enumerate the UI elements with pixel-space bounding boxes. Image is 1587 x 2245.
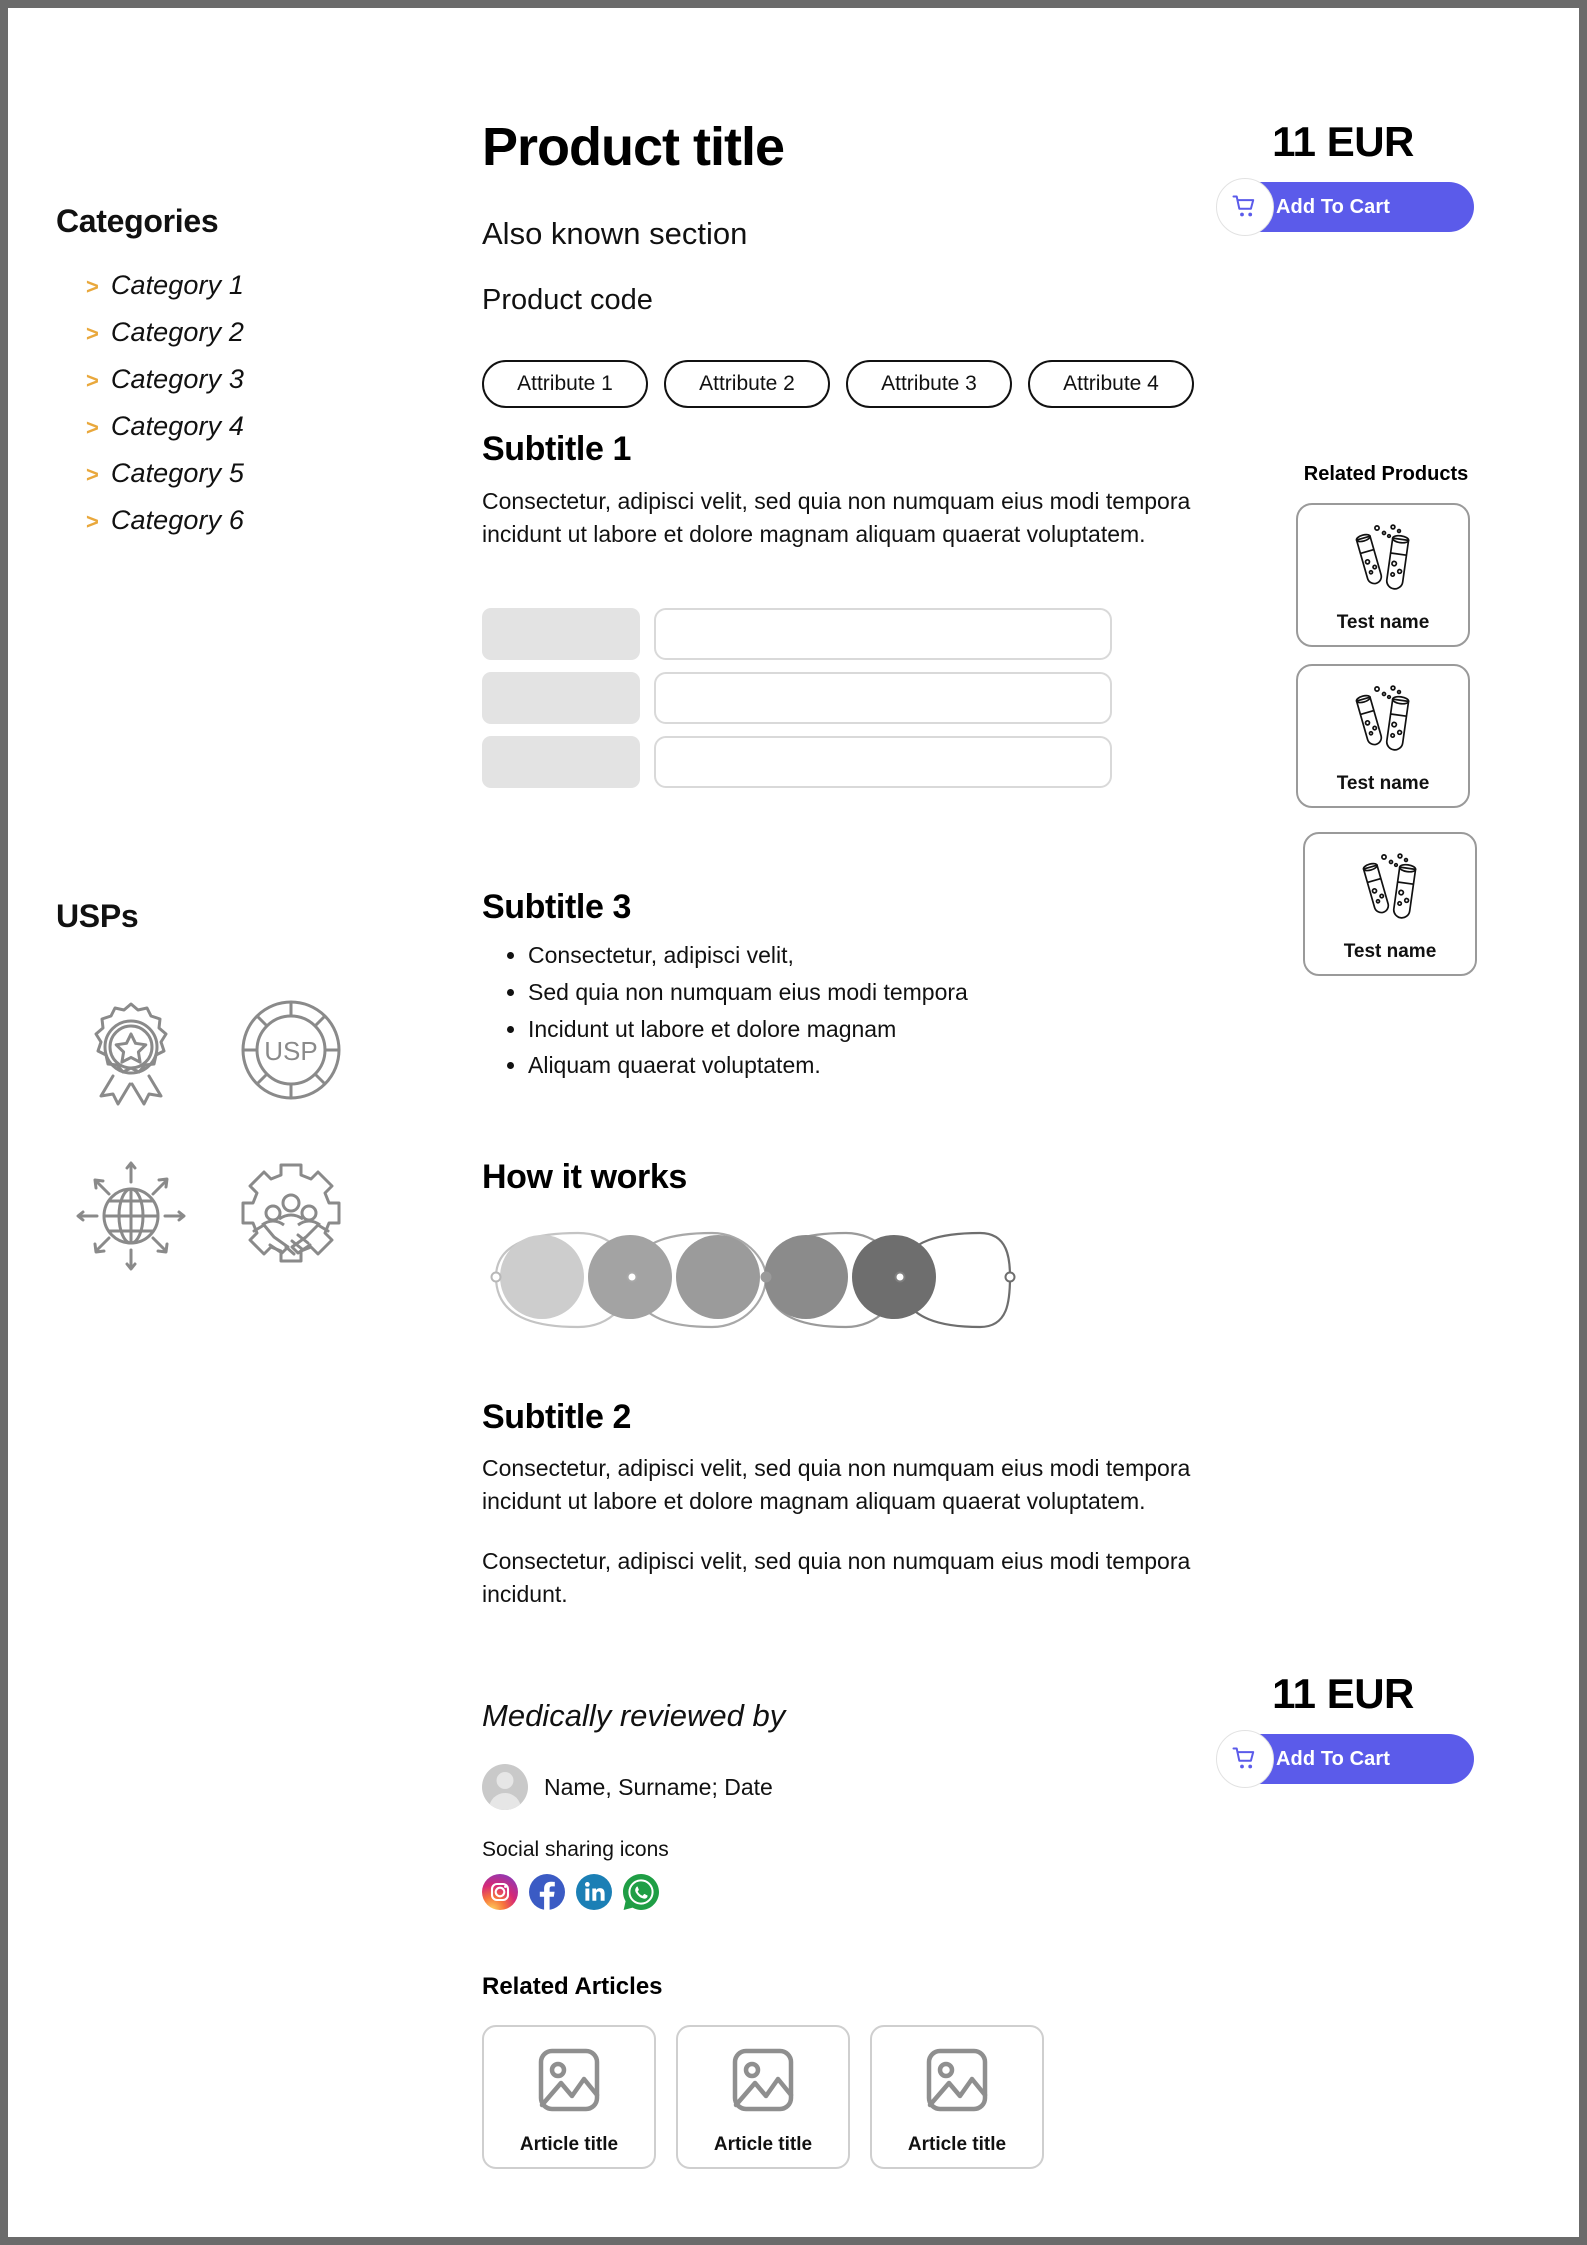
related-product-title: Test name xyxy=(1336,611,1430,633)
form-row xyxy=(482,608,1112,660)
category-label: Category 6 xyxy=(110,505,244,535)
globe-arrows-icon xyxy=(56,1141,206,1291)
category-label: Category 2 xyxy=(110,317,244,347)
add-to-cart-button[interactable] xyxy=(1218,182,1474,232)
add-to-cart-button[interactable] xyxy=(1218,1734,1474,1784)
list-item: • Consectetur, adipisci velit, xyxy=(528,943,968,969)
form-rows xyxy=(482,608,1112,800)
medically-reviewed-section xyxy=(482,1698,785,1810)
product-price: 11 EUR xyxy=(1272,1670,1414,1717)
related-article-title: Article title xyxy=(519,2133,619,2155)
sidebar-item-category-1[interactable] xyxy=(86,270,426,301)
category-label: Category 5 xyxy=(110,458,244,488)
list-item: • Sed quia non numquam eius modi tempora xyxy=(528,980,968,1006)
linkedin-icon[interactable] xyxy=(576,1874,612,1915)
sidebar-item-category-5[interactable] xyxy=(86,458,426,489)
medically-reviewed-heading: Medically reviewed by xyxy=(482,1698,786,1733)
related-article-card-2[interactable] xyxy=(676,2025,850,2169)
test-tubes-icon xyxy=(1347,846,1433,937)
whatsapp-icon[interactable] xyxy=(623,1874,659,1915)
how-it-works-heading: How it works xyxy=(482,1158,687,1196)
related-article-card-1[interactable] xyxy=(482,2025,656,2169)
award-ribbon-star-icon xyxy=(56,975,206,1125)
category-label: Category 4 xyxy=(110,411,244,441)
chevron-right-icon: > xyxy=(86,321,99,346)
subtitle2-paragraph-1: Consectetur, adipisci velit, sed quia non numquam eius modi tempora incidunt ut labore et dolore magnam aliquam quaerat voluptatem. xyxy=(482,1455,1191,1514)
test-tubes-icon xyxy=(1340,517,1426,608)
instagram-icon[interactable] xyxy=(482,1874,518,1915)
related-article-card-3[interactable] xyxy=(870,2025,1044,2169)
handshake-gear-people-icon xyxy=(216,1141,366,1291)
social-sharing-section xyxy=(482,1838,669,1915)
also-known-section: Also known section xyxy=(482,216,748,251)
chevron-right-icon: > xyxy=(86,368,99,393)
attribute-pill-1[interactable]: Attribute 1 xyxy=(482,360,648,408)
social-sharing-label: Social sharing icons xyxy=(482,1838,669,1861)
usp-badge-icon xyxy=(216,975,366,1125)
related-product-title: Test name xyxy=(1336,772,1430,794)
sidebar-item-category-3[interactable] xyxy=(86,364,426,395)
how-it-works-section xyxy=(482,1158,1022,1344)
test-tubes-icon xyxy=(1340,678,1426,769)
related-product-card-3[interactable] xyxy=(1303,832,1477,976)
related-products-section xyxy=(1296,463,1496,976)
subtitle1-heading: Subtitle 1 xyxy=(482,430,632,468)
usps-heading: USPs xyxy=(56,898,139,934)
category-label: Category 1 xyxy=(110,270,244,300)
related-articles-section xyxy=(482,1973,1044,2169)
image-placeholder-icon xyxy=(721,2039,805,2128)
form-input-field[interactable] xyxy=(654,736,1112,788)
form-chip-placeholder xyxy=(482,608,640,660)
related-article-title: Article title xyxy=(713,2133,813,2155)
related-product-card-2[interactable] xyxy=(1296,664,1470,808)
shopping-cart-icon xyxy=(1216,178,1274,236)
subtitle2-section xyxy=(482,1398,1198,1611)
categories-sidebar xyxy=(56,203,426,552)
related-product-card-1[interactable] xyxy=(1296,503,1470,647)
image-placeholder-icon xyxy=(915,2039,999,2128)
related-product-title: Test name xyxy=(1343,940,1437,962)
sidebar-item-category-6[interactable] xyxy=(86,505,426,536)
facebook-icon[interactable] xyxy=(529,1874,565,1915)
social-icon-row xyxy=(482,1874,669,1915)
reviewer-row xyxy=(482,1764,785,1810)
usps-section xyxy=(56,898,426,1291)
reviewer-name: Name, Surname; Date xyxy=(544,1773,773,1800)
product-page xyxy=(8,8,1579,2237)
related-articles-heading: Related Articles xyxy=(482,1973,663,2000)
subtitle3-heading: Subtitle 3 xyxy=(482,888,632,926)
category-label: Category 3 xyxy=(110,364,244,394)
add-to-cart-label: Add To Cart xyxy=(1276,195,1391,218)
how-it-works-diagram xyxy=(482,1219,1022,1344)
shopping-cart-icon xyxy=(1216,1730,1274,1788)
attribute-pill-3[interactable]: Attribute 3 xyxy=(846,360,1012,408)
subtitle1-section xyxy=(482,430,1198,550)
product-code: Product code xyxy=(482,284,653,316)
subtitle2-paragraph-2: Consectetur, adipisci velit, sed quia non numquam eius modi tempora incidunt. xyxy=(482,1548,1191,1607)
chevron-right-icon: > xyxy=(86,415,99,440)
sidebar-item-category-4[interactable] xyxy=(86,411,426,442)
attribute-pill-4[interactable]: Attribute 4 xyxy=(1028,360,1194,408)
related-articles-list xyxy=(482,2025,1044,2169)
price-block-bottom xyxy=(1218,1670,1474,1784)
chevron-right-icon: > xyxy=(86,509,99,534)
chevron-right-icon: > xyxy=(86,274,99,299)
related-products-heading: Related Products xyxy=(1303,463,1469,485)
product-price: 11 EUR xyxy=(1272,118,1414,165)
attribute-pill-2[interactable]: Attribute 2 xyxy=(664,360,830,408)
image-placeholder-icon xyxy=(527,2039,611,2128)
list-item: • Aliquam quaerat voluptatem. xyxy=(528,1053,968,1079)
form-chip-placeholder xyxy=(482,736,640,788)
chevron-right-icon: > xyxy=(86,462,99,487)
categories-heading: Categories xyxy=(56,203,219,239)
svg-text:USP: USP xyxy=(264,1036,318,1066)
form-chip-placeholder xyxy=(482,672,640,724)
category-list xyxy=(56,270,426,536)
price-block-top xyxy=(1218,118,1474,232)
sidebar-item-category-2[interactable] xyxy=(86,317,426,348)
usp-icon-grid xyxy=(56,975,426,1291)
form-row xyxy=(482,736,1112,788)
form-input-field[interactable] xyxy=(654,608,1112,660)
list-item: • Incidunt ut labore et dolore magnam xyxy=(528,1017,968,1043)
add-to-cart-label: Add To Cart xyxy=(1276,1747,1391,1770)
form-input-field[interactable] xyxy=(654,672,1112,724)
user-avatar-icon xyxy=(482,1764,528,1810)
subtitle1-body: Consectetur, adipisci velit, sed quia non numquam eius modi tempora incidunt ut labore et dolore magnam aliquam quaerat voluptatem. xyxy=(482,488,1191,547)
subtitle3-bullet-list xyxy=(528,943,968,1079)
subtitle2-heading: Subtitle 2 xyxy=(482,1398,632,1436)
subtitle3-section xyxy=(482,888,968,1090)
page-title: Product title xyxy=(482,117,785,177)
form-row xyxy=(482,672,1112,724)
attribute-pill-group xyxy=(482,360,1194,408)
related-article-title: Article title xyxy=(907,2133,1007,2155)
